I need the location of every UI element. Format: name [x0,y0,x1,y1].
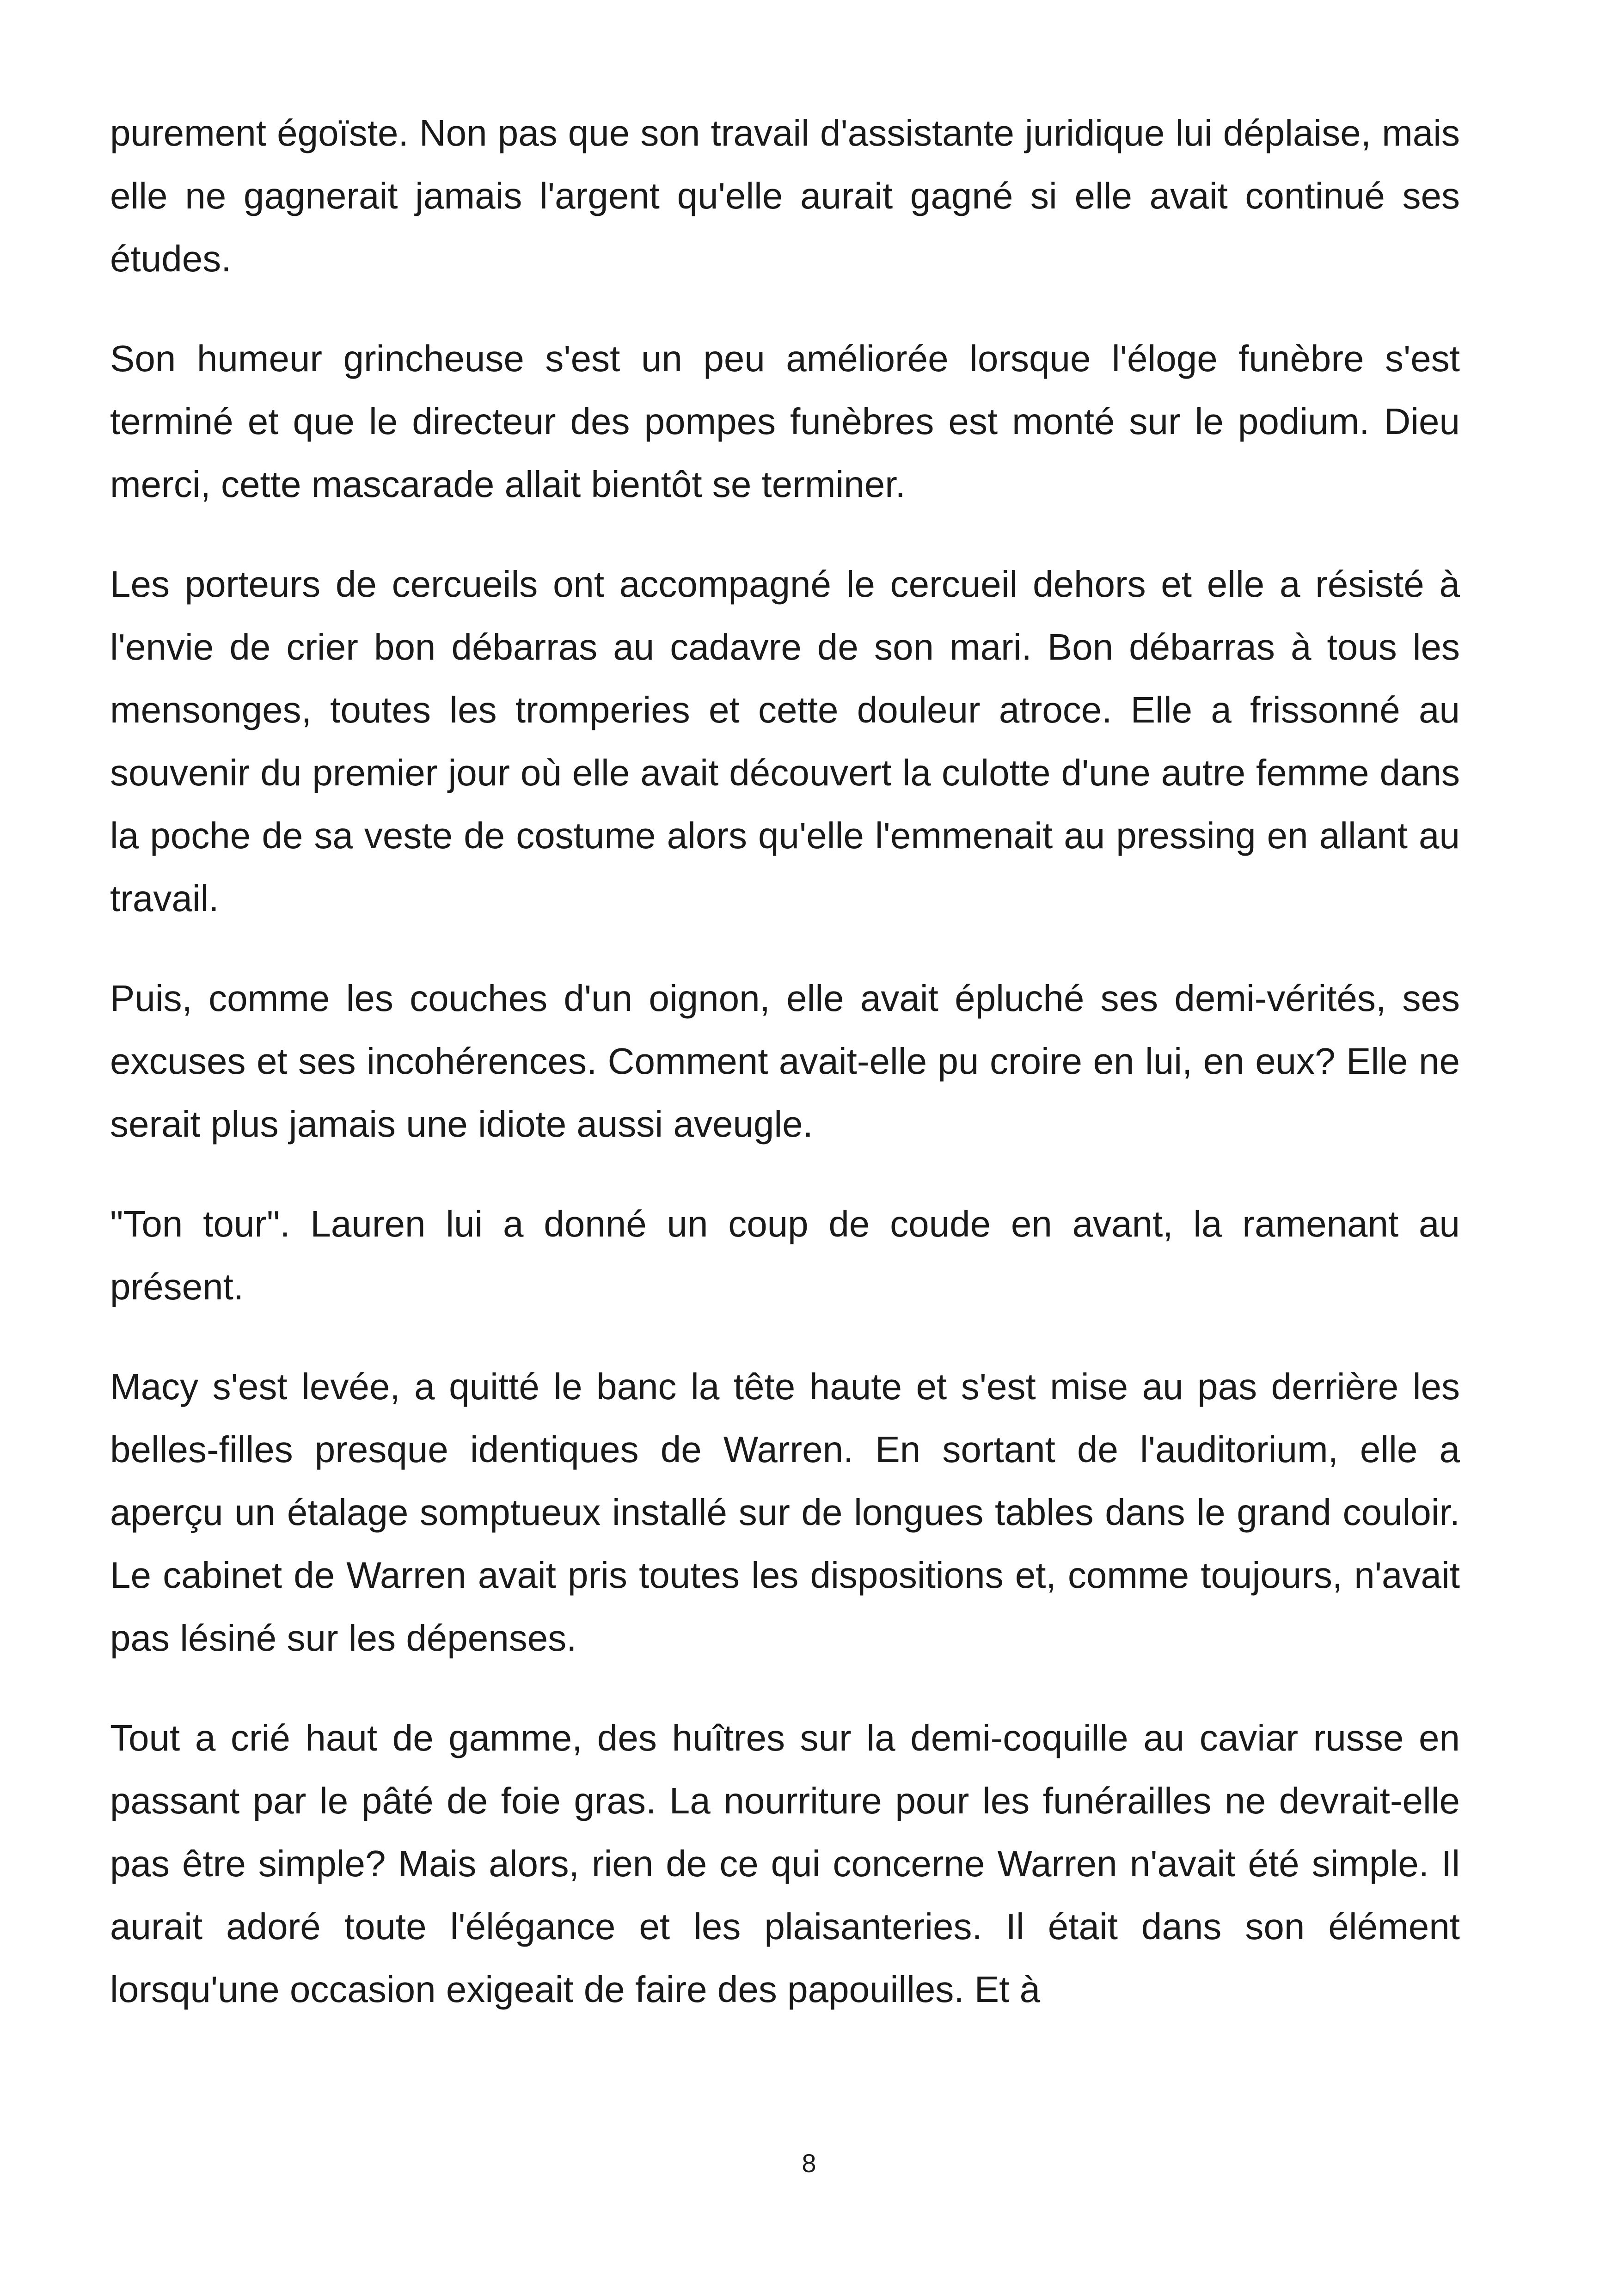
paragraph: Les porteurs de cercueils ont accompagné le cercueil dehors et elle a résisté à l'envie de crier bon débarras au cadavre de son mari. Bon débarras à tous les mensonges, toutes les tromperies et cette douleur atroce. Elle a frissonné au souvenir du premier jour où elle avait découvert la culotte d'une autre femme dans la poche de sa veste de costume alors qu'elle l'emmenait au pressing en allant au travail. [110,563,1460,919]
paragraph: Son humeur grincheuse s'est un peu améliorée lorsque l'éloge funèbre s'est terminé et que le directeur des pompes funèbres est monté sur le podium. Dieu merci, cette mascarade allait bientôt se terminer. [110,338,1460,505]
paragraph: "Ton tour". Lauren lui a donné un coup de coude en avant, la ramenant au présent. [110,1203,1460,1307]
body-text [110,102,1460,2058]
paragraph: purement égoïste. Non pas que son travail d'assistante juridique lui déplaise, mais elle ne gagnerait jamais l'argent qu'elle aurait gagné si elle avait continué ses études. [110,112,1460,279]
paragraph: Puis, comme les couches d'un oignon, elle avait épluché ses demi-vérités, ses excuses et ses incohérences. Comment avait-elle pu croire en lui, en eux? Elle ne serait plus jamais une idiote aussi aveugle. [110,978,1460,1145]
page-number: 8 [802,2149,816,2178]
paragraph: Macy s'est levée, a quitté le banc la tête haute et s'est mise au pas derrière les belles-filles presque identiques de Warren. En sortant de l'auditorium, elle a aperçu un étalage somptueux installé sur de longues tables dans le grand couloir. Le cabinet de Warren avait pris toutes les dispositions et, comme toujours, n'avait pas lésiné sur les dépenses. [110,1366,1460,1659]
paragraph: Tout a crié haut de gamme, des huîtres sur la demi-coquille au caviar russe en passant par le pâté de foie gras. La nourriture pour les funérailles ne devrait-elle pas être simple? Mais alors, rien de ce qui concerne Warren n'avait été simple. Il aurait adoré toute l'élégance et les plaisanteries. Il était dans son élément lorsqu'une occasion exigeait de faire des papouilles. Et à [110,1717,1460,2010]
